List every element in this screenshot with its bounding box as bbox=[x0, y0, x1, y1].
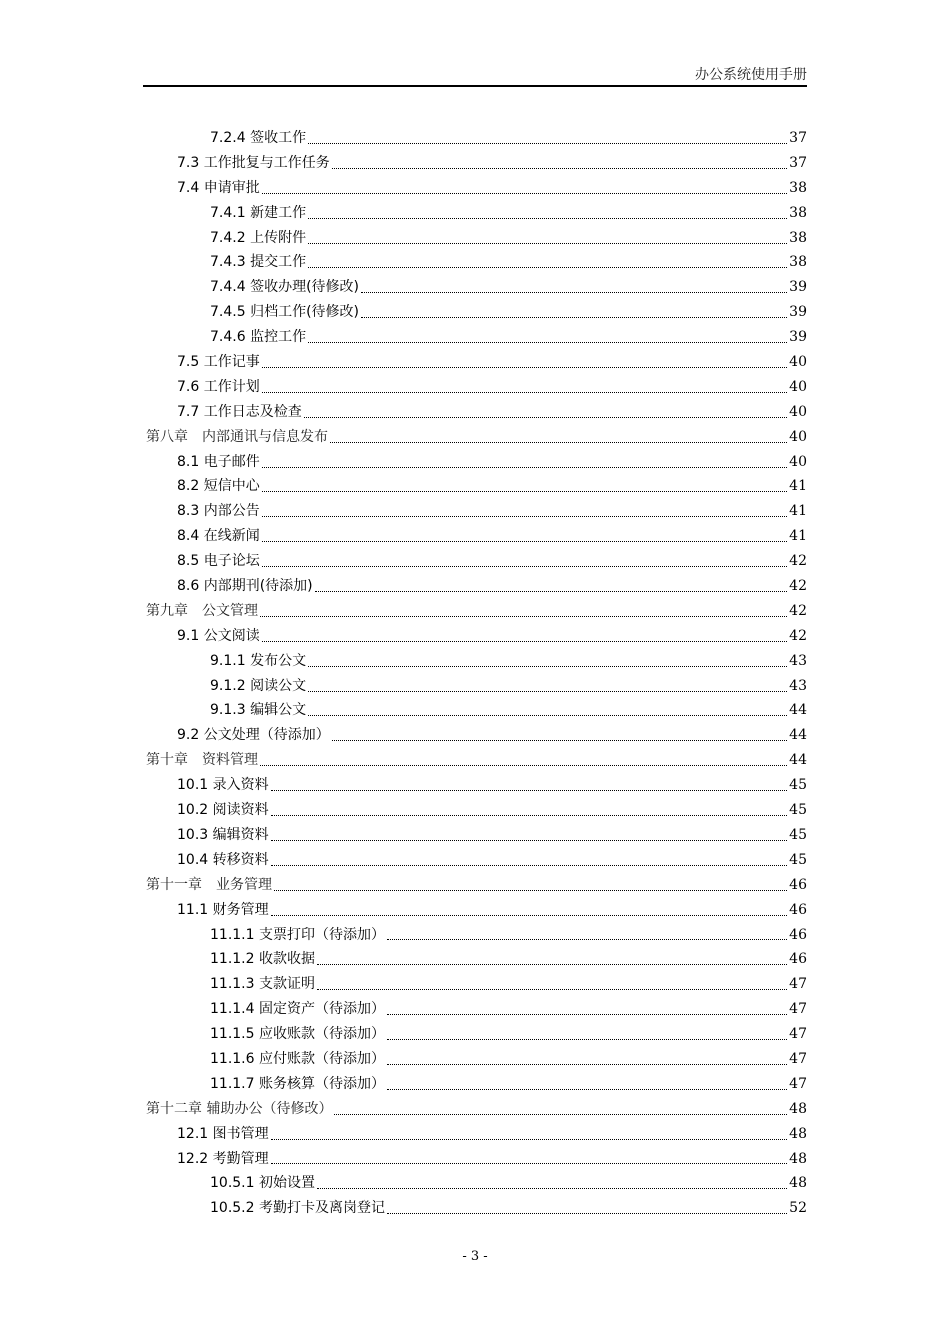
toc-entry[interactable] bbox=[143, 972, 807, 997]
toc-entry[interactable] bbox=[143, 873, 807, 898]
page-number: - 3 - bbox=[462, 1249, 488, 1264]
toc-entry[interactable] bbox=[143, 151, 807, 176]
toc-entry-title: 8.4 在线新闻 bbox=[177, 528, 260, 545]
toc-entry[interactable] bbox=[143, 624, 807, 649]
toc-entry-title: 7.5 工作记事 bbox=[177, 354, 260, 371]
toc-entry[interactable] bbox=[143, 1122, 807, 1147]
toc-entry[interactable] bbox=[143, 524, 807, 549]
toc-entry-title: 10.3 编辑资料 bbox=[177, 826, 269, 843]
toc-dot-leader bbox=[260, 616, 787, 617]
toc-entry-title: 10.1 录入资料 bbox=[177, 777, 269, 794]
toc-entry[interactable] bbox=[143, 425, 807, 450]
toc-dot-leader bbox=[361, 292, 787, 293]
toc-dot-leader bbox=[271, 1139, 788, 1140]
toc-entry[interactable] bbox=[143, 250, 807, 275]
toc-entry-page: 41 bbox=[789, 503, 807, 520]
toc-dot-leader bbox=[387, 1089, 787, 1090]
toc-entry-page: 40 bbox=[789, 403, 807, 420]
toc-entry-title: 第九章 公文管理 bbox=[146, 602, 258, 619]
toc-dot-leader bbox=[262, 541, 787, 542]
toc-entry-page: 42 bbox=[789, 602, 807, 619]
toc-entry[interactable] bbox=[143, 574, 807, 599]
toc-entry-page: 43 bbox=[789, 652, 807, 669]
table-of-contents bbox=[143, 126, 807, 1221]
toc-entry-page: 39 bbox=[789, 304, 807, 321]
toc-entry[interactable] bbox=[143, 201, 807, 226]
toc-entry[interactable] bbox=[143, 997, 807, 1022]
toc-entry-page: 45 bbox=[789, 777, 807, 794]
toc-dot-leader bbox=[332, 168, 787, 169]
toc-entry[interactable] bbox=[143, 226, 807, 251]
toc-dot-leader bbox=[308, 691, 787, 692]
toc-entry-title: 第十章 资料管理 bbox=[146, 752, 258, 769]
toc-entry[interactable] bbox=[143, 474, 807, 499]
toc-entry-page: 41 bbox=[789, 478, 807, 495]
toc-dot-leader bbox=[334, 1114, 787, 1115]
toc-entry-page: 41 bbox=[789, 528, 807, 545]
toc-dot-leader bbox=[262, 516, 787, 517]
toc-entry[interactable] bbox=[143, 649, 807, 674]
toc-entry-title: 7.6 工作计划 bbox=[177, 378, 260, 395]
toc-entry-title: 7.4 申请审批 bbox=[177, 179, 260, 196]
toc-entry-page: 38 bbox=[789, 204, 807, 221]
toc-entry-title: 7.4.6 监控工作 bbox=[210, 329, 307, 346]
toc-dot-leader bbox=[317, 964, 787, 965]
toc-entry-page: 38 bbox=[789, 179, 807, 196]
toc-dot-leader bbox=[387, 939, 787, 940]
toc-dot-leader bbox=[271, 915, 788, 916]
toc-dot-leader bbox=[262, 392, 787, 393]
toc-entry-page: 37 bbox=[789, 130, 807, 146]
toc-entry-page: 47 bbox=[789, 976, 807, 993]
toc-dot-leader bbox=[274, 890, 787, 891]
toc-entry[interactable] bbox=[143, 723, 807, 748]
toc-entry-page: 38 bbox=[789, 229, 807, 246]
toc-entry-title: 11.1.5 应收账款（待添加） bbox=[210, 1026, 385, 1043]
toc-dot-leader bbox=[271, 1163, 788, 1164]
toc-entry-title: 10.5.2 考勤打卡及离岗登记 bbox=[210, 1200, 385, 1217]
toc-entry-title: 7.4.5 归档工作(待修改) bbox=[210, 304, 359, 321]
toc-dot-leader bbox=[271, 865, 788, 866]
toc-entry[interactable] bbox=[143, 848, 807, 873]
toc-dot-leader bbox=[262, 467, 787, 468]
toc-entry[interactable] bbox=[143, 698, 807, 723]
toc-entry-title: 第十二章 辅助办公（待修改） bbox=[146, 1100, 333, 1117]
toc-entry-page: 40 bbox=[789, 354, 807, 371]
toc-dot-leader bbox=[262, 641, 787, 642]
toc-entry[interactable] bbox=[143, 400, 807, 425]
toc-entry[interactable] bbox=[143, 1072, 807, 1097]
toc-entry-title: 10.2 阅读资料 bbox=[177, 802, 269, 819]
toc-entry-title: 第十一章 业务管理 bbox=[146, 876, 272, 893]
toc-entry-page: 46 bbox=[789, 876, 807, 893]
toc-entry-title: 7.2.4 签收工作 bbox=[210, 130, 307, 146]
toc-entry-page: 38 bbox=[789, 254, 807, 271]
toc-entry[interactable] bbox=[143, 1022, 807, 1047]
toc-entry[interactable] bbox=[143, 275, 807, 300]
toc-entry[interactable] bbox=[143, 773, 807, 798]
toc-dot-leader bbox=[262, 367, 787, 368]
toc-entry[interactable] bbox=[143, 923, 807, 948]
toc-entry-title: 8.2 短信中心 bbox=[177, 478, 260, 495]
toc-entry-page: 40 bbox=[789, 453, 807, 470]
toc-entry-title: 8.3 内部公告 bbox=[177, 503, 260, 520]
toc-dot-leader bbox=[308, 715, 787, 716]
toc-entry-title: 8.5 电子论坛 bbox=[177, 553, 260, 570]
toc-dot-leader bbox=[317, 989, 787, 990]
toc-entry-title: 8.1 电子邮件 bbox=[177, 453, 260, 470]
toc-entry-page: 52 bbox=[789, 1200, 807, 1217]
toc-entry-page: 42 bbox=[789, 553, 807, 570]
toc-entry-title: 11.1.4 固定资产（待添加） bbox=[210, 1001, 385, 1018]
document-title: 办公系统使用手册 bbox=[695, 67, 807, 83]
toc-entry-title: 7.4.4 签收办理(待修改) bbox=[210, 279, 359, 296]
toc-entry-title: 12.1 图书管理 bbox=[177, 1125, 269, 1142]
toc-entry-page: 39 bbox=[789, 329, 807, 346]
toc-entry-page: 47 bbox=[789, 1001, 807, 1018]
toc-entry[interactable] bbox=[143, 450, 807, 475]
toc-entry-page: 45 bbox=[789, 851, 807, 868]
toc-entry-page: 45 bbox=[789, 802, 807, 819]
toc-entry-title: 7.4.2 上传附件 bbox=[210, 229, 307, 246]
toc-entry-title: 9.1.2 阅读公文 bbox=[210, 677, 307, 694]
toc-dot-leader bbox=[332, 740, 787, 741]
toc-dot-leader bbox=[387, 1064, 787, 1065]
toc-entry-page: 39 bbox=[789, 279, 807, 296]
toc-entry[interactable] bbox=[143, 1171, 807, 1196]
toc-entry-title: 10.5.1 初始设置 bbox=[210, 1175, 315, 1192]
toc-dot-leader bbox=[262, 193, 787, 194]
toc-dot-leader bbox=[387, 1213, 787, 1214]
toc-entry[interactable] bbox=[143, 798, 807, 823]
toc-entry-page: 40 bbox=[789, 428, 807, 445]
toc-entry-title: 11.1.1 支票打印（待添加） bbox=[210, 926, 385, 943]
toc-entry-page: 45 bbox=[789, 826, 807, 843]
toc-dot-leader bbox=[387, 1039, 787, 1040]
toc-entry-title: 10.4 转移资料 bbox=[177, 851, 269, 868]
toc-entry-page: 42 bbox=[789, 578, 807, 595]
toc-dot-leader bbox=[315, 591, 788, 592]
toc-entry-title: 7.7 工作日志及检查 bbox=[177, 403, 302, 420]
toc-entry[interactable] bbox=[143, 126, 807, 151]
toc-dot-leader bbox=[262, 566, 787, 567]
toc-entry-page: 48 bbox=[789, 1125, 807, 1142]
toc-entry-title: 9.1.1 发布公文 bbox=[210, 652, 307, 669]
toc-entry-page: 47 bbox=[789, 1026, 807, 1043]
toc-entry-page: 46 bbox=[789, 901, 807, 918]
toc-entry-page: 37 bbox=[789, 154, 807, 171]
toc-dot-leader bbox=[271, 840, 788, 841]
toc-entry-title: 7.4.1 新建工作 bbox=[210, 204, 307, 221]
header-divider bbox=[143, 85, 807, 87]
toc-dot-leader bbox=[304, 417, 787, 418]
toc-entry-title: 9.1.3 编辑公文 bbox=[210, 702, 307, 719]
toc-entry-page: 48 bbox=[789, 1175, 807, 1192]
toc-dot-leader bbox=[308, 218, 787, 219]
toc-entry-page: 48 bbox=[789, 1100, 807, 1117]
toc-entry-page: 46 bbox=[789, 951, 807, 968]
toc-entry[interactable] bbox=[143, 599, 807, 624]
toc-entry-page: 44 bbox=[789, 727, 807, 744]
toc-entry[interactable] bbox=[143, 350, 807, 375]
toc-dot-leader bbox=[308, 243, 787, 244]
toc-entry[interactable] bbox=[143, 499, 807, 524]
toc-entry[interactable] bbox=[143, 674, 807, 699]
toc-entry[interactable] bbox=[143, 1047, 807, 1072]
toc-dot-leader bbox=[387, 1014, 787, 1015]
toc-entry[interactable] bbox=[143, 375, 807, 400]
toc-dot-leader bbox=[361, 317, 787, 318]
toc-entry[interactable] bbox=[143, 947, 807, 972]
toc-dot-leader bbox=[308, 267, 787, 268]
toc-entry[interactable] bbox=[143, 748, 807, 773]
toc-entry[interactable] bbox=[143, 1196, 807, 1221]
toc-entry-title: 11.1.7 账务核算（待添加） bbox=[210, 1075, 385, 1092]
toc-entry-title: 7.4.3 提交工作 bbox=[210, 254, 307, 271]
toc-entry-title: 11.1.6 应付账款（待添加） bbox=[210, 1050, 385, 1067]
toc-entry-page: 47 bbox=[789, 1050, 807, 1067]
toc-entry[interactable] bbox=[143, 823, 807, 848]
toc-dot-leader bbox=[317, 1188, 787, 1189]
toc-entry-page: 47 bbox=[789, 1075, 807, 1092]
toc-dot-leader bbox=[260, 765, 787, 766]
toc-dot-leader bbox=[271, 815, 788, 816]
toc-dot-leader bbox=[308, 143, 787, 144]
toc-entry-page: 40 bbox=[789, 378, 807, 395]
toc-entry-page: 46 bbox=[789, 926, 807, 943]
toc-entry-title: 8.6 内部期刊(待添加) bbox=[177, 578, 313, 595]
toc-entry-page: 42 bbox=[789, 627, 807, 644]
toc-dot-leader bbox=[308, 342, 787, 343]
toc-dot-leader bbox=[271, 790, 788, 791]
toc-entry-title: 11.1.2 收款收据 bbox=[210, 951, 315, 968]
toc-entry-title: 9.2 公文处理（待添加） bbox=[177, 727, 330, 744]
toc-dot-leader bbox=[308, 666, 787, 667]
toc-dot-leader bbox=[262, 491, 787, 492]
toc-entry-page: 43 bbox=[789, 677, 807, 694]
toc-entry-page: 48 bbox=[789, 1150, 807, 1167]
toc-entry[interactable] bbox=[143, 300, 807, 325]
toc-entry-title: 11.1.3 支款证明 bbox=[210, 976, 315, 993]
toc-entry-title: 12.2 考勤管理 bbox=[177, 1150, 269, 1167]
toc-entry-title: 9.1 公文阅读 bbox=[177, 627, 260, 644]
toc-entry[interactable] bbox=[143, 176, 807, 201]
toc-entry[interactable] bbox=[143, 1147, 807, 1172]
toc-dot-leader bbox=[330, 442, 787, 443]
toc-entry-page: 44 bbox=[789, 752, 807, 769]
toc-entry-page: 44 bbox=[789, 702, 807, 719]
toc-entry-title: 第八章 内部通讯与信息发布 bbox=[146, 428, 328, 445]
toc-entry-title: 7.3 工作批复与工作任务 bbox=[177, 154, 330, 171]
toc-entry-title: 11.1 财务管理 bbox=[177, 901, 269, 918]
toc-entry[interactable] bbox=[143, 549, 807, 574]
toc-entry[interactable] bbox=[143, 325, 807, 350]
toc-entry[interactable] bbox=[143, 898, 807, 923]
toc-entry[interactable] bbox=[143, 1097, 807, 1122]
